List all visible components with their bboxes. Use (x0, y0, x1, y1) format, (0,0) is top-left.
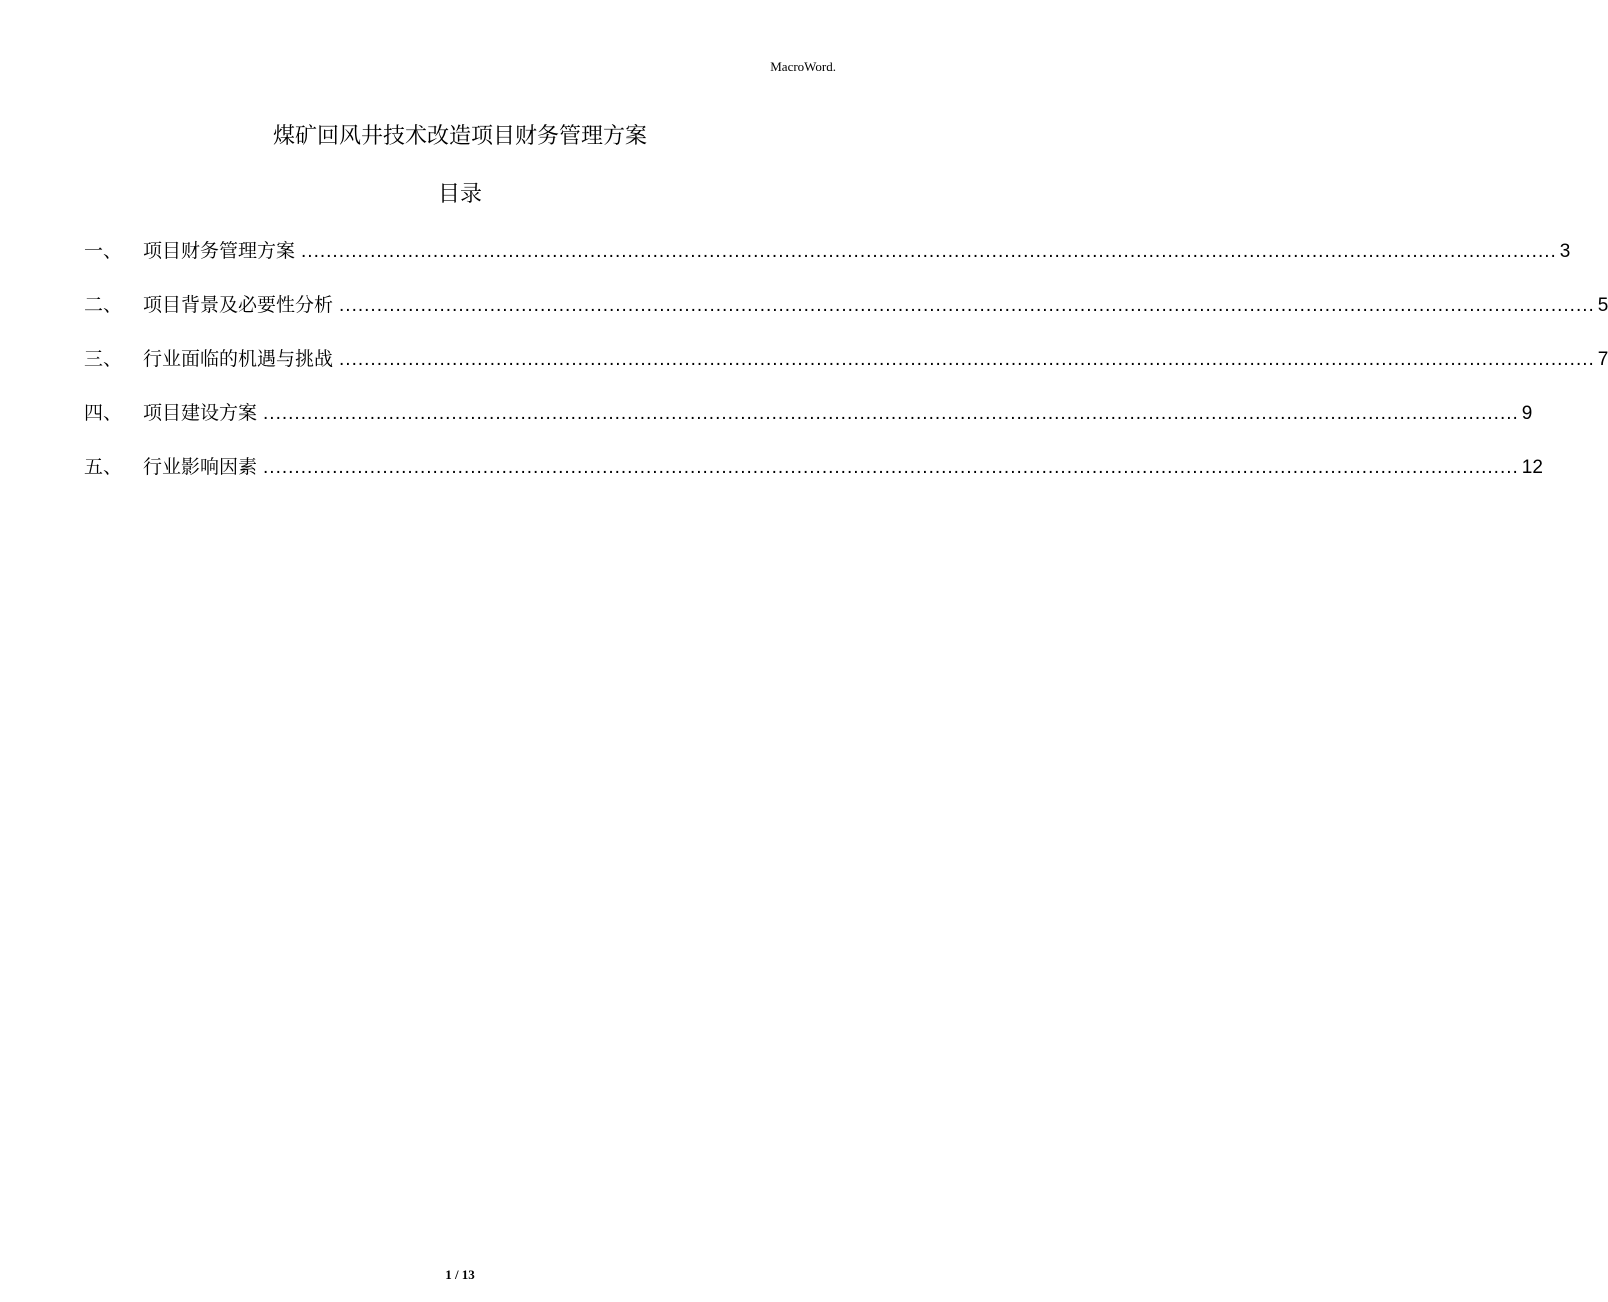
toc-heading: 目录 (437, 182, 482, 207)
toc-entry[interactable] (84, 234, 1571, 288)
toc-entry-number: 一、 (84, 240, 123, 262)
table-of-contents (84, 234, 1608, 504)
toc-entry-number: 五、 (84, 456, 123, 478)
toc-dot-leader: ........................................................................................................................................................................................................ (263, 457, 1519, 478)
toc-entry[interactable] (84, 450, 1543, 504)
page-indicator: 1 / 13 (445, 1267, 475, 1282)
toc-entry-page[interactable]: 3 (1559, 241, 1571, 262)
toc-entry[interactable] (84, 288, 1608, 342)
toc-entry[interactable] (84, 342, 1608, 396)
toc-entry-label[interactable]: 行业影响因素 (143, 456, 258, 478)
toc-entry-number: 二、 (84, 294, 123, 316)
toc-entry-page[interactable]: 5 (1597, 295, 1608, 316)
toc-entry-label[interactable]: 行业面临的机遇与挑战 (143, 348, 334, 370)
toc-dot-leader: ........................................................................................................................................................................................................ (339, 349, 1595, 370)
toc-entry-page[interactable]: 12 (1521, 457, 1543, 478)
toc-entry-page[interactable]: 9 (1521, 403, 1533, 424)
toc-entry-label[interactable]: 项目建设方案 (143, 402, 258, 424)
toc-entry[interactable] (84, 396, 1533, 450)
toc-dot-leader: ........................................................................................................................................................................................................ (263, 403, 1519, 424)
toc-entry-label[interactable]: 项目背景及必要性分析 (143, 294, 334, 316)
header-brand: MacroWord. (770, 59, 836, 74)
toc-dot-leader: ........................................................................................................................................................................................................ (339, 295, 1595, 316)
toc-entry-label[interactable]: 项目财务管理方案 (143, 240, 296, 262)
toc-entry-number: 四、 (84, 402, 123, 424)
toc-entry-page[interactable]: 7 (1597, 349, 1608, 370)
toc-dot-leader: ........................................................................................................................................................................................................ (301, 241, 1557, 262)
document-title: 煤矿回风井技术改造项目财务管理方案 (272, 124, 647, 149)
toc-entry-number: 三、 (84, 348, 123, 370)
